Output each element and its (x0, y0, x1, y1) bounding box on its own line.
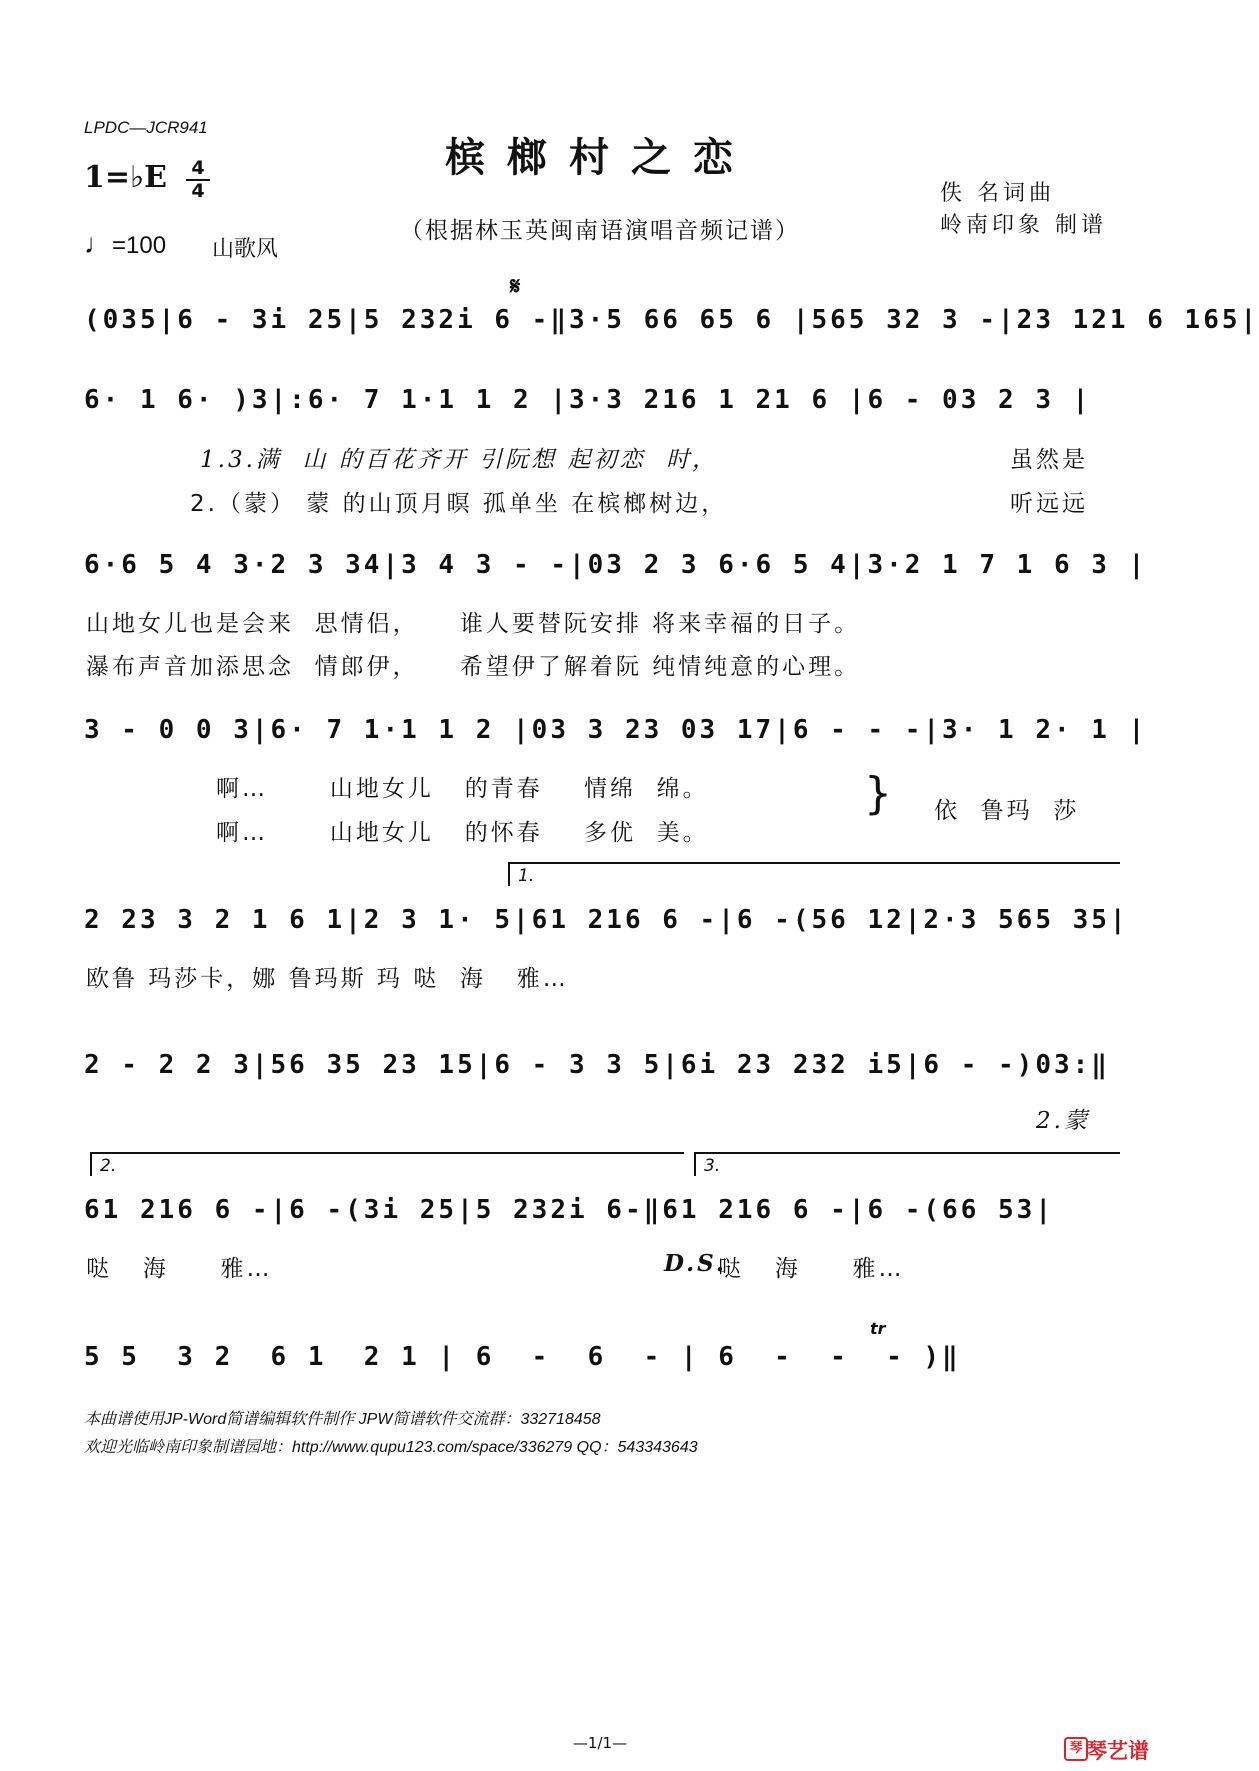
lyric-line-6-b: 哒 海 雅… (718, 1256, 905, 1282)
ds-mark: D.S. (664, 1250, 727, 1277)
volta-3-label: 3. (704, 1156, 721, 1176)
staff-line-6: 2 - 2 2 3|56 35 23 15|6 - 3 3 5|6i 23 232 i5|6 - -)03:‖ (84, 1050, 1110, 1080)
time-signature-bottom: 4 (186, 179, 210, 202)
lyric-brace: } (864, 768, 895, 819)
volta-2-label: 2. (100, 1156, 117, 1176)
subtitle: （根据林玉英闽南语演唱音频记谱） (400, 218, 800, 244)
credit-lyrics: 佚 名词曲 (940, 181, 1055, 206)
staff-line-3: 6·6 5 4 3·2 3 34|3 4 3 - -|03 2 3 6·6 5 4|3·2 1 7 1 6 3 | (84, 550, 1148, 580)
lyric-line-1-verse-2-end: 听远远 (1010, 491, 1088, 517)
time-signature-top: 4 (191, 157, 205, 179)
volta-bracket-2 (90, 1152, 684, 1176)
lyric-line-1-verse-2: 2.（蒙） 蒙 的山顶月暝 孤单坐 在槟榔树边， (190, 491, 728, 517)
quarter-note-icon: ♩ (84, 228, 112, 259)
key-signature: 1=♭E (84, 160, 168, 195)
score-code: LPDC—JCR941 (84, 118, 208, 137)
lyric-line-2-verse-2: 瀑布声音加添思念 情郎伊， 希望伊了解着阮 纯情纯意的心理。 (86, 654, 861, 680)
footer-software-note: 本曲谱使用JP-Word简谱编辑软件制作 JPW简谱软件交流群：332718458 (84, 1411, 601, 1428)
lyric-line-6-a: 哒 海 雅… (86, 1256, 273, 1282)
staff-line-4: 3 - 0 0 3|6· 7 1·1 1 2 |03 3 23 03 17|6 - - -|3· 1 2· 1 | (84, 715, 1148, 745)
song-title: 槟榔村之恋 (445, 134, 755, 181)
lyric-line-2-verse-1: 山地女儿也是会来 思情侣， 谁人要替阮安排 将来幸福的日子。 (86, 611, 861, 637)
lyric-refrain: 依 鲁玛 莎 (934, 798, 1080, 824)
credit-score: 岭南印象 制谱 (940, 213, 1107, 238)
volta-1-label: 1. (518, 866, 535, 886)
tempo-value: =100 (112, 232, 167, 259)
lyric-pickup-2: 2.蒙 (1036, 1108, 1090, 1134)
staff-line-1: (035|6 - 3i 25|5 232i 6 -‖3·5 66 65 6 |565 32 3 -|23 121 6 165| (84, 305, 1259, 335)
lyric-line-1-verse-1-end: 虽然是 (1010, 447, 1088, 473)
time-signature (186, 158, 210, 202)
staff-line-7: 61 216 6 -|6 -(3i 25|5 232i 6-‖61 216 6 -|6 -(66 53| (84, 1195, 1054, 1225)
staff-line-2: 6· 1 6· )3|:6· 7 1·1 1 2 |3·3 216 1 21 6 |6 - 03 2 3 | (84, 385, 1092, 415)
lyric-line-3-verse-2: 啊… 山地女儿 的怀春 多优 美。 (216, 820, 709, 846)
footer-website-note: 欢迎光临岭南印象制谱园地：http://www.qupu123.com/space/336279 QQ：543343643 (84, 1439, 698, 1456)
page-number: —1/1— (572, 1734, 628, 1752)
volta-bracket-3 (694, 1152, 1120, 1176)
lyric-line-1-verse-1: 1.3.满 山 的百花齐开 引阮想 起初恋 时， (200, 447, 719, 473)
staff-line-8: 5 5 3 2 6 1 2 1 | 6 - 6 - | 6 - - - )‖ (84, 1342, 961, 1372)
lyric-line-3-verse-1: 啊… 山地女儿 的青春 情绵 绵。 (216, 776, 709, 802)
volta-bracket-1 (508, 862, 1120, 886)
trill-mark: tr (870, 1319, 886, 1338)
brand-name: 琴艺谱 (1086, 1739, 1149, 1763)
segno-icon: 𝄋 (510, 272, 521, 300)
lyric-line-4: 欧鲁 玛莎卡，娜 鲁玛斯 玛 哒 海 雅… (86, 966, 569, 992)
staff-line-5: 2 23 3 2 1 6 1|2 3 1· 5|61 216 6 -|6 -(56 12|2·3 565 35| (84, 905, 1129, 935)
brand-logo-icon: 琴 (1064, 1737, 1088, 1761)
style-label: 山歌风 (212, 237, 279, 262)
